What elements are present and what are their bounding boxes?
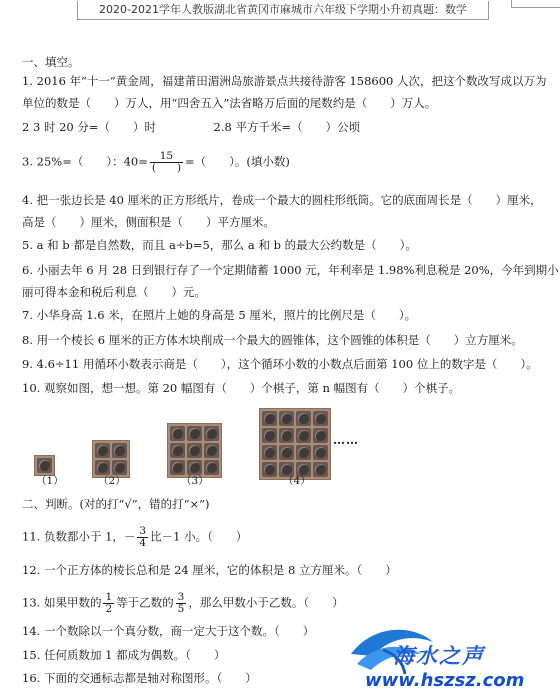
q13-f1-den: 2	[105, 603, 113, 615]
chess-stone	[313, 445, 328, 460]
chess-stone	[204, 426, 219, 441]
q14: 14. 一个数除以一个真分数，商一定大于这个数。（ ）	[22, 624, 315, 638]
q13-fraction-2	[176, 592, 187, 615]
chess-stone	[204, 443, 219, 458]
chess-stone	[279, 445, 294, 460]
q13-part3: ，那么甲数小于乙数。（ ）	[188, 595, 344, 610]
q11-frac-num: 3	[139, 525, 147, 537]
q9: 9. 4.6÷11 用循环小数表示商是（ ），这个循环小数的小数点后面第 100 位上的数字是（ ）。	[22, 357, 538, 371]
q6-line1: 6. 小丽去年 6 月 28 日到银行存了一个定期储蓄 1000 元，年利率是 1.98%利息税是 20%，今年到期小	[22, 263, 559, 277]
q4-line1: 4. 把一张边长是 40 厘米的正方形纸片，卷成一个最大的圆柱形纸筒。它的底面周长是（ ）厘米，	[22, 193, 542, 207]
figure-ellipsis: ……	[333, 433, 359, 447]
chess-stone	[262, 445, 277, 460]
document-header: 2020-2021学年人教版湖北省黄冈市麻城市六年级下学期小升初真题：数学	[77, 1, 489, 20]
q10: 10. 观察如图，想一想。第 20 幅图有（ ）个棋子，第 n 幅图有（ ）个棋子。	[22, 381, 461, 395]
corner-frame	[511, 0, 560, 8]
q8: 8. 用一个棱长 6 厘米的正方体木块削成一个最大的圆锥体，这个圆锥的体积是（ ）立方厘米。	[22, 333, 523, 347]
q13-f2-num: 3	[177, 591, 185, 603]
figure-4-label: （4）	[283, 475, 311, 487]
chess-stone	[187, 426, 202, 441]
section-title-judge: 二、判断。(对的打“√”，错的打“×”)	[22, 497, 210, 511]
chess-stone	[112, 443, 127, 458]
chess-stone	[95, 443, 110, 458]
q12: 12. 一个正方体的棱长总和是 24 厘米，它的体积是 8 立方厘米。（ ）	[22, 563, 397, 577]
q13	[22, 592, 344, 615]
q11-frac-den: 4	[139, 537, 147, 549]
q16: 16. 下面的交通标志都是轴对称图形。（ ）	[22, 671, 257, 685]
watermark-url: www.hszsz.com	[365, 670, 525, 691]
q11-fraction	[137, 526, 148, 549]
chess-stone	[296, 428, 311, 443]
chess-stone	[313, 462, 328, 477]
q11-part1: 11. 负数都小于 1，－	[22, 529, 136, 544]
figure-3-board	[167, 423, 222, 478]
chess-stone	[296, 411, 311, 426]
chess-stone	[170, 443, 185, 458]
q13-fraction-1	[103, 592, 114, 615]
q13-part2: 等于乙数的	[116, 595, 174, 610]
q13-part1: 13. 如果甲数的	[22, 595, 102, 610]
q11-part2: 比－1 小。（ ）	[150, 529, 248, 544]
q1-line1: 1. 2016 年“十一”黄金周，福建莆田湄洲岛旅游景点共接待游客 158600 人次，把这个数改写成以万为	[22, 74, 547, 88]
q6-line2: 丽可得本金和税后利息（ ）元。	[22, 285, 206, 299]
q3-part1: 3. 25%=（ ）：40=	[22, 154, 148, 169]
figure-2-label: （2）	[98, 475, 126, 487]
q4-line2: 高是（ ）厘米，侧面积是（ ）平方厘米。	[22, 215, 275, 229]
figure-1-label: （1）	[36, 475, 64, 487]
q13-f2-den: 5	[177, 603, 185, 615]
q15: 15. 任何质数加 1 都成为偶数。（ ）	[22, 648, 226, 662]
q5: 5. a 和 b 都是自然数，而且 a÷b=5，那么 a 和 b 的最大公约数是（ ）。	[22, 238, 417, 252]
chess-stone	[296, 445, 311, 460]
chess-stone	[313, 411, 328, 426]
chess-stone	[262, 462, 277, 477]
chess-stone	[279, 411, 294, 426]
chess-stone	[37, 458, 52, 473]
chess-stone	[262, 411, 277, 426]
q3-frac-den: ( )	[151, 162, 182, 174]
q3-part2: =（ ）。(填小数)	[185, 154, 290, 169]
watermark-title: 海水之声	[393, 644, 485, 668]
q11	[22, 526, 247, 549]
q3-fraction	[150, 151, 183, 174]
q7: 7. 小华身高 1.6 米，在照片上她的身高是 5 厘米，照片的比例尺是（ ）。	[22, 308, 417, 322]
figure-3-label: （3）	[181, 475, 209, 487]
chess-stone	[262, 428, 277, 443]
q3	[22, 151, 290, 174]
chessboard-figures	[22, 404, 422, 487]
chess-stone	[187, 443, 202, 458]
q2: 2 3 时 20 分=（ ）时 2.8 平方千米=（ ）公顷	[22, 120, 361, 134]
section-title-fill-in: 一、填空。	[22, 55, 80, 69]
figure-4-board	[259, 408, 331, 480]
chess-stone	[170, 426, 185, 441]
chess-stone	[279, 428, 294, 443]
chess-stone	[313, 428, 328, 443]
q13-f1-num: 1	[105, 591, 113, 603]
q1-line2: 单位的数是（ ）万人，用“四舍五入”法省略万后面的尾数约是（ ）万人。	[22, 96, 437, 110]
q3-frac-num: 15	[159, 150, 174, 162]
